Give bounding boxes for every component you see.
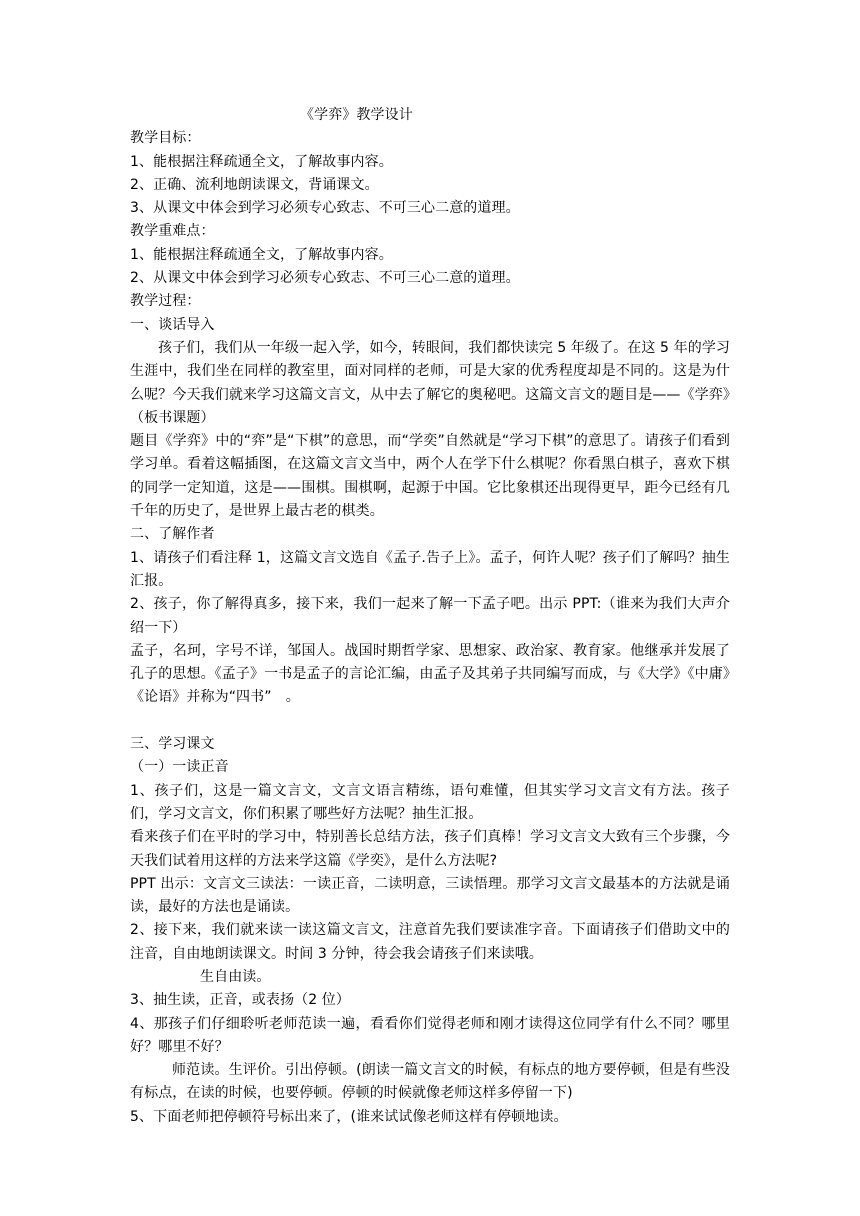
paragraph: 题目《学弈》中的“弈”是“下棋”的意思，而“学奕”自然就是“学习下棋”的意思了。请孩子们看到学习单。看着这幅插图，在这篇文言文当中，两个人在学下什么棋呢？你看黑白棋子，喜欢下棋的同学一定知道，这是——围棋。围棋啊，起源于中国。它比象棋还出现得更早，距今已经有几千年的历史了，是世界上最古老的棋类。	[130, 433, 730, 520]
section-heading: 三、学习课文	[130, 736, 215, 753]
goal-item: 3、从课文中体会到学习必须专心致志、不可三心二意的道理。	[130, 200, 520, 217]
key-point-item: 2、从课文中体会到学习必须专心致志、不可三心二意的道理。	[130, 270, 520, 287]
process-heading: 教学过程：	[130, 293, 201, 310]
key-points-heading: 教学重难点：	[130, 223, 215, 240]
paragraph: 孩子们，我们从一年级一起入学，如今，转眼间，我们都快读完 5 年级了。在这 5 年的学习生涯中，我们坐在同样的教室里，面对同样的老师，可是大家的优秀程度却是不同的。这是为什么呢？今天我们就来学习这篇文言文，从中去了解它的奥秘吧。这篇文言文的题目是——《学弈》（板书课题）	[130, 339, 731, 426]
paragraph: 3、抽生读，正音，或表扬（2 位）	[130, 992, 350, 1009]
paragraph: 5、下面老师把停顿符号标出来了，(谁来试试像老师这样有停顿地读。	[130, 1108, 568, 1125]
paragraph: PPT 出示：文言文三读法：一读正音，二读明意，三读悟理。那学习文言文最基本的方法就是诵读，最好的方法也是诵读。	[130, 875, 730, 916]
goals-heading: 教学目标：	[130, 130, 201, 147]
paragraph: 师范读。生评价。引出停顿。(朗读一篇文言文的时候，有标点的地方要停顿，但是有些没有标点，在读的时候，也要停顿。停顿的时候就像老师这样多停留一下)	[130, 1062, 730, 1102]
paragraph: 孟子，名珂，字号不详，邹国人。战国时期哲学家、思想家、政治家、教育家。他继承并发展了孔子的思想。《孟子》一书是孟子的言论汇编，由孟子及其弟子共同编写而成，与《大学》《中庸》《论语》并称为“四书” 。	[130, 642, 730, 706]
subsection-heading: （一）一读正音	[130, 759, 229, 776]
section-heading: 二、了解作者	[130, 526, 215, 543]
goal-item: 1、能根据注释疏通全文，了解故事内容。	[130, 153, 393, 170]
paragraph: 4、那孩子们仔细聆听老师范读一遍，看看你们觉得老师和刚才读得这位同学有什么不同？哪里好？哪里不好？	[130, 1015, 730, 1055]
paragraph: 生自由读。	[200, 968, 271, 985]
goal-item: 2、正确、流利地朗读课文，背诵课文。	[130, 176, 379, 193]
key-point-item: 1、能根据注释疏通全文，了解故事内容。	[130, 246, 393, 263]
paragraph: 1、请孩子们看注释 1，这篇文言文选自《孟子.告子上》。孟子，何许人呢？孩子们了解吗？抽生汇报。	[130, 549, 730, 589]
paragraph: 2、接下来，我们就来读一读这篇文言文，注意首先我们要读准字音。下面请孩子们借助文中的注音，自由地朗读课文。时间 3 分钟，待会我会请孩子们来读哦。	[130, 922, 730, 962]
section-heading: 一、谈话导入	[130, 316, 215, 333]
document-title: 《学弈》教学设计	[300, 107, 413, 123]
blank-line	[130, 710, 730, 733]
document-page	[130, 104, 730, 1129]
paragraph: 1、孩子们，这是一篇文言文，文言文语言精练，语句难懂，但其实学习文言文有方法。孩子们，学习文言文，你们积累了哪些好方法呢？抽生汇报。	[130, 782, 730, 822]
paragraph: 2、孩子，你了解得真多，接下来，我们一起来了解一下孟子吧。出示 PPT:（谁来为我们大声介绍一下）	[130, 596, 730, 636]
paragraph: 看来孩子们在平时的学习中，特别善长总结方法，孩子们真棒！学习文言文大致有三个步骤，今天我们试着用这样的方法来学这篇《学奕》，是什么方法呢?	[130, 829, 730, 869]
